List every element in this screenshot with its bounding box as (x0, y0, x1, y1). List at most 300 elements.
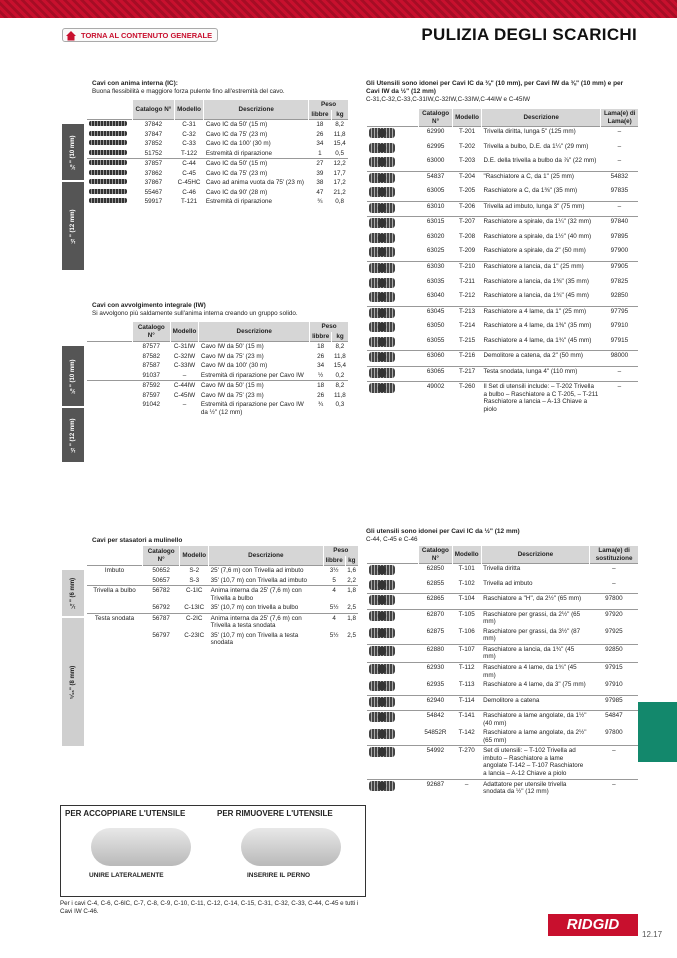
cell-mod: T-215 (459, 336, 476, 344)
cell-mod: T-122 (181, 149, 198, 157)
cell-kg: 8,2 (332, 342, 348, 352)
cell-desc: Raschiatore a 4 lame, da 3" (75 mm) (483, 681, 586, 689)
cell-cat: 87577 (133, 342, 171, 352)
cell-lame: 97800 (590, 594, 638, 610)
cell-mod: C-2IC (180, 613, 209, 631)
tool-image-icon (367, 680, 419, 695)
cell-mod: T-106 (458, 627, 475, 635)
cell-mod: T-112 (452, 663, 481, 681)
cell-cat: 54992 (419, 746, 453, 779)
cell-desc: 25' (7,6 m) con Trivella ad imbuto (209, 566, 323, 576)
cell-cat: 63005 (426, 187, 445, 195)
cell-cat: 91042 (142, 401, 161, 409)
cell-lame: 97825 (610, 277, 629, 285)
tool-image-icon (367, 609, 419, 627)
tool-image-icon (367, 291, 419, 306)
cell-desc: Raschiatore a spirale, da 1½" (40 mm) (483, 232, 592, 240)
ridgid-logo: RIDGID (548, 914, 638, 936)
cell-kg: 8,2 (331, 120, 348, 130)
cell-cat: 54852R (424, 729, 447, 737)
table-row (367, 262, 639, 277)
cell-cat: 37847 (144, 130, 163, 138)
cell-cat: 54837 (419, 171, 453, 186)
table-row (367, 366, 639, 382)
cell-cat: 37857 (133, 159, 175, 169)
cell-lb: 18 (309, 120, 332, 130)
sm-size-516: ⁵⁄₁₆" (8 mm) (62, 618, 84, 746)
cell-mod: T-216 (453, 351, 482, 367)
table-row (87, 342, 349, 352)
cell-desc: Raschiatore a lame angolate, da 1½" (40 mm) (481, 711, 590, 729)
cable-type-label: Imbuto (87, 566, 143, 576)
cell-desc: Cavo IW da 75' (23 m) (200, 352, 264, 360)
cell-kg: 15,4 (333, 140, 346, 148)
t1-table: Catalogo N° Modello Descrizione Lama(e) di Lama(e) 62990 T-201 Trivella diritta, lunga 5" (125 mm) – 62995 T-202 Trivella a bulbo, D.E. da 1¼" (29 mm) – 63000 T-203 D.E. della trivella a bulbo da ⅞" (22 mm) – 54837 T-204 "Raschiatore a C, da 1" (25 mm) 54832 63005 T-205 Raschiatore a C, da 1⅜" (35 mm) 97835 63010 T-206 Trivella ad imbuto, lunga 3" (75 mm) – 63015 T-207 Raschiatore a spirale, da 1¼" (32 mm) 97840 63020 T-208 Raschiatore a spirale, da 1½" (40 mm) 97895 63025 T-209 Raschiatore a spirale, da 2" (50 mm) 97900 63030 T-210 Raschiatore a lancia, da 1" (25 mm) 97905 63035 T-211 Raschiatore a lancia, da 1⅜" (35 mm) 97825 63040 T-212 Raschiatore a lancia, da 1¾" (45 mm) 92850 63045 T-213 Raschiatore a 4 lame, da 1" (25 mm) 97795 63050 T-214 Raschiatore a 4 lame, da 1⅜" (35 mm) 97910 63055 T-215 Raschiatore a 4 lame, da 1¾" (45 mm) 97915 63060 T-216 Demolitore a catena, da 2" (50 mm) 98000 63065 T-217 Testa snodata, lunga 4" (110 mm) – 49002 T-260 Il Set di utensili include: – T-202 Trivella a bulbo – Raschiatore a C T-205, – T-211 Raschiatore a lancia – A-13 Chiave a piolo – (366, 109, 638, 415)
home-icon (65, 30, 77, 41)
cell-cat: 50657 (152, 576, 170, 584)
tool-image-icon (367, 663, 419, 681)
table-row (367, 594, 639, 610)
ic-table: Catalogo N° Modello Descrizione Peso libbre kg 37842 C-31 Cavo IC da 50' (15 m) 18 8,2 37847 C-32 Cavo IC da 75' (23 m) 26 11,8 37852 C-33 Cavo IC da 100' (30 m) 34 15,4 51752 T-122 Estremità di riparazione 1 0,5 37857 C-44 Cavo IC da 50' (15 m) 27 12,2 37862 C-45 Cavo IC da 75' (23 m) 39 17,7 37867 C-45HC Cavo ad anima vuota da 75' (23 m) 38 17,2 55467 C-46 Cavo IC da 90' (28 m) 47 21,2 59917 T-121 Estremità di riparazione ¾ 0,8 (86, 100, 348, 207)
table-row (87, 149, 349, 159)
cell-mod: T-209 (459, 247, 476, 255)
cell-mod: T-141 (452, 711, 481, 729)
tool-image-icon (367, 277, 419, 292)
cell-desc: Raschiatore per grassi, da 2½" (65 mm) (481, 609, 590, 627)
iw-table: Catalogo N° Modello Descrizione Peso libbre kg 87577 C-31IW Cavo IW da 50' (15 m) 18 8,2 87582 C-32IW Cavo IW da 75' (23 m) 26 11,8 87587 C-33IW Cavo IW da 100' (30 m) 34 15,4 91037 – Estremità di riparazione per Cavo IW ½ 0,2 87592 C-44IW Cavo IW da 50' (15 m) 18 8,2 87597 C-45IW Cavo IW da 75' (23 m) 26 11,8 91042 – Estremità di riparazione per Cavo IW da ½" (12 mm) ¾ 0,3 (86, 322, 348, 417)
cell-cat: 62855 (426, 579, 445, 587)
table-row (367, 695, 639, 711)
table-row (87, 400, 349, 417)
cell-mod: – (182, 401, 187, 409)
tool-image-icon (87, 149, 133, 159)
tool-image-icon (367, 779, 419, 797)
table-row (87, 613, 359, 631)
cell-desc: Raschiatore a 4 lame, da 1¾" (45 mm) (483, 336, 592, 344)
table-row (367, 382, 639, 415)
cell-lame: – (612, 579, 616, 587)
cell-mod: T-214 (459, 322, 476, 330)
coupling-instructions (60, 805, 366, 897)
back-to-contents-link[interactable] (62, 28, 218, 42)
tool-image-icon (87, 371, 133, 381)
cell-desc: Estremità di riparazione (205, 198, 272, 206)
tool-image-icon (367, 186, 419, 201)
tool-image-icon (367, 232, 419, 247)
t2-subtitle: C-44, C-45 e C-46 (366, 536, 418, 544)
cell-cat: 63015 (419, 217, 453, 232)
tool-image-icon (367, 306, 419, 321)
cell-lb: 1 (318, 149, 322, 157)
cell-mod: T-114 (452, 695, 481, 711)
cell-lame: – (590, 779, 638, 797)
cell-mod: T-107 (452, 644, 481, 662)
cell-lame: 97910 (610, 322, 629, 330)
tool-image-icon (367, 564, 419, 579)
tool-image-icon (87, 381, 133, 391)
cell-lame: 97925 (605, 627, 623, 635)
cell-kg: 8,2 (332, 381, 348, 391)
cell-kg: 11,8 (333, 391, 346, 399)
iw-section (92, 302, 332, 318)
cell-cat: 37862 (144, 169, 163, 177)
ic-size-38: ⅜" (10 mm) (62, 124, 84, 180)
cable-note: Per i cavi C-4, C-6, C-6IC, C-7, C-8, C-9, C-10, C-11, C-12, C-14, C-15, C-31, C-32, C-33, C-44, C-45 e tutti i Cavi IW C-46. (60, 900, 359, 916)
tool-image-icon (367, 246, 419, 261)
cell-desc: Raschiatore per grassi, da 3½" (87 mm) (483, 627, 581, 643)
table-row (367, 564, 639, 579)
table-row (87, 603, 359, 613)
table-row (367, 728, 639, 746)
cell-lame: 97915 (610, 336, 629, 344)
table-row (367, 217, 639, 232)
cell-desc: D.E. della trivella a bulbo da ⅞" (22 mm) (483, 157, 597, 165)
cell-cat: 62870 (419, 609, 453, 627)
cell-cat: 62990 (419, 127, 453, 142)
cell-lb: 3½ (323, 566, 345, 576)
tool-image-icon (367, 644, 419, 662)
cell-mod: T-204 (453, 171, 482, 186)
cell-kg: 2,5 (347, 631, 356, 639)
tool-image-icon (367, 382, 419, 415)
cell-cat: 92687 (419, 779, 453, 797)
table-row (367, 609, 639, 627)
cell-lb: 39 (316, 169, 324, 177)
table-row (367, 186, 639, 201)
cell-desc: Cavo IC da 75' (23 m) (205, 130, 268, 138)
cell-cat: 63025 (426, 247, 445, 255)
cell-mod: T-201 (453, 127, 482, 142)
cell-cat: 37842 (133, 120, 175, 130)
page-title: PULIZIA DEGLI SCARICHI (421, 25, 637, 44)
cell-desc: 35' (10,7 m) con Trivella ad imbuto (210, 576, 308, 584)
cell-cat: 62880 (419, 644, 453, 662)
cell-lb: ¾ (317, 198, 323, 206)
cable-type-label (87, 631, 143, 648)
cell-lame: 97895 (610, 232, 629, 240)
cell-kg: 11,8 (333, 130, 346, 138)
table-row (87, 352, 349, 362)
table-row (367, 246, 639, 261)
cell-desc: Raschiatore a spirale, da 2" (50 mm) (483, 247, 586, 255)
ic-size-12: ½" (12 mm) (62, 182, 84, 270)
cell-mod: S-3 (189, 576, 200, 584)
cell-cat: 54842 (419, 711, 453, 729)
tool-image-icon (87, 391, 133, 401)
table-row (367, 746, 639, 779)
tool-image-icon (367, 217, 419, 232)
cell-desc: Raschiatore a C, da 1⅜" (35 mm) (483, 187, 578, 195)
cell-kg: 17,7 (333, 169, 346, 177)
cell-desc: Testa snodata, lunga 4" (110 mm) (481, 366, 600, 382)
cell-desc: 35' (10,7 m) con trivella a bulbo (210, 604, 299, 612)
cell-desc: Il Set di utensili include: – T-202 Trivella a bulbo – Raschiatore a C T-205, – T-211 Raschiatore a lancia – A-13 Chiave a piolo (481, 382, 600, 415)
cell-cat: 62940 (419, 695, 453, 711)
cell-cat: 87592 (133, 381, 171, 391)
cell-mod: C-45 (182, 169, 196, 177)
cell-kg: 0,8 (335, 198, 345, 206)
cell-mod: T-212 (459, 292, 476, 300)
cell-cat: 62865 (419, 594, 453, 610)
cell-desc: Raschiatore a "H", da 2½" (65 mm) (481, 594, 590, 610)
cell-desc: Demolitore a catena, da 2" (50 mm) (481, 351, 600, 367)
table-row (367, 127, 639, 142)
iw-title: Cavi con avvolgimento integrale (IW) (92, 302, 206, 309)
cell-cat: 62935 (426, 681, 445, 689)
table-row (87, 381, 349, 391)
cell-kg: 0,5 (335, 149, 345, 157)
cell-lame: – (601, 201, 638, 217)
sm-title: Cavi per stasatori a mulinello (92, 537, 183, 544)
table-row (367, 627, 639, 645)
table-row (367, 779, 639, 797)
remove-caption: INSERIRE IL PERNO (247, 872, 311, 879)
cell-mod: S-2 (180, 566, 209, 576)
tool-image-icon (87, 188, 133, 198)
cell-cat: 55467 (144, 188, 163, 196)
tool-image-icon (87, 361, 133, 371)
tool-image-icon (367, 321, 419, 336)
cell-kg: 2,5 (347, 604, 356, 612)
cell-cat: 56792 (152, 604, 170, 612)
cell-desc: Anima interna da 25' (7,6 m) con Trivella a bulbo (209, 586, 323, 604)
table-row (367, 663, 639, 681)
cell-mod: C-46 (182, 188, 196, 196)
cell-mod: T-217 (453, 366, 482, 382)
cell-cat: 62995 (426, 142, 445, 150)
cell-lame: 97910 (605, 681, 623, 689)
table-row (367, 156, 639, 171)
cable-type-label (87, 576, 143, 586)
cell-mod: C-13IC (184, 604, 205, 612)
cell-cat: 63010 (419, 201, 453, 217)
cell-cat: 63020 (426, 232, 445, 240)
cell-lb: 34 (316, 140, 324, 148)
table-row (367, 291, 639, 306)
cell-lb: 4 (323, 613, 345, 631)
hand-remove-icon (241, 828, 341, 866)
table-row (87, 139, 349, 149)
remove-heading: PER RIMUOVERE L'UTENSILE (217, 809, 333, 818)
cell-mod: T-142 (458, 729, 475, 737)
cell-cat: 56787 (143, 613, 180, 631)
cell-lb: 34 (317, 362, 325, 370)
cell-mod: T-101 (452, 564, 481, 579)
tool-image-icon (367, 201, 419, 217)
t2-table: Catalogo N° Modello Descrizione Lama(e) di sostituzione 62850 T-101 Trivella diritta – 62855 T-102 Trivella ad imbuto – 62865 T-104 Raschiatore a "H", da 2½" (65 mm) 97800 62870 T-105 Raschiatore per grassi, da 2½" (65 mm) 97920 62875 T-106 Raschiatore per grassi, da 3½" (87 mm) 97925 62880 T-107 Raschiatore a lancia, da 1¾" (45 mm) 92850 62930 T-112 Raschiatore a 4 lame, da 1¾" (45 mm) 97915 62935 T-113 Raschiatore a 4 lame, da 3" (75 mm) 97910 62940 T-114 Demolitore a catena 97985 54842 T-141 Raschiatore a lame angolate, da 1½" (40 mm) 54847 54852R T-142 Raschiatore a lame angolate, da 2½" (65 mm) 97800 54992 T-270 Set di utensili: – T-102 Trivella ad imbuto – Raschiatore a lame angolate T-142 – T-107 Raschiatore a lancia – A-12 Chiave a piolo – 92687 – Adattatore per utensile trivella snodata da ½" (12 mm) – (366, 546, 638, 797)
cell-lb: 26 (316, 130, 324, 138)
tool-image-icon (367, 627, 419, 645)
cell-kg: 12,2 (331, 159, 348, 169)
cell-lame: 97915 (590, 663, 638, 681)
cell-cat: 62875 (426, 627, 445, 635)
cell-lb: 18 (310, 381, 332, 391)
cell-desc: Cavo IC da 50' (15 m) (204, 159, 309, 169)
table-row (367, 680, 639, 695)
tool-image-icon (367, 262, 419, 277)
cell-kg: 1,8 (345, 613, 358, 631)
sm-section (92, 537, 332, 545)
cell-cat: 63045 (419, 306, 453, 321)
cell-cat: 51752 (144, 149, 163, 157)
cell-desc: Cavo ad anima vuota da 75' (23 m) (205, 179, 304, 187)
iw-subtitle: Si avvolgono più saldamente sull'anima interna creando un gruppo solido. (92, 310, 298, 318)
table-row (87, 169, 349, 179)
table-row (87, 576, 359, 586)
cell-kg: 17,2 (333, 179, 346, 187)
cell-lame: 97905 (601, 262, 638, 277)
cell-kg: 11,8 (333, 352, 346, 360)
table-row (367, 232, 639, 247)
table-row (367, 644, 639, 662)
cell-desc: Raschiatore a spirale, da 1¼" (32 mm) (481, 217, 600, 232)
cell-mod: T-270 (452, 746, 481, 779)
cell-mod: T-102 (458, 579, 475, 587)
tool-image-icon (87, 159, 133, 169)
cell-desc: Estremità di riparazione per Cavo IW da ½" (12 mm) (200, 401, 304, 416)
cell-lame: 92850 (590, 644, 638, 662)
cell-mod: C-45HC (177, 179, 201, 187)
ic-section (92, 80, 332, 96)
cell-mod: T-213 (453, 306, 482, 321)
tool-image-icon (87, 342, 133, 352)
cell-mod: T-205 (459, 187, 476, 195)
cell-lame: 97900 (610, 247, 629, 255)
table-row (367, 142, 639, 157)
cell-desc: Cavo IW da 50' (15 m) (199, 342, 310, 352)
tool-image-icon (87, 352, 133, 362)
cell-cat: 87587 (142, 362, 161, 370)
cell-lame: 97985 (590, 695, 638, 711)
tool-image-icon (367, 579, 419, 594)
cell-lame: 54832 (601, 171, 638, 186)
tool-image-icon (87, 178, 133, 188)
cell-lb: 5½ (329, 631, 339, 639)
cell-desc: "Raschiatore a C, da 1" (25 mm) (481, 171, 600, 186)
cell-lame: 97835 (610, 187, 629, 195)
table-row (87, 361, 349, 371)
cell-lame: – (601, 382, 638, 415)
table-row (367, 579, 639, 594)
cell-desc: Cavo IC da 90' (28 m) (205, 188, 268, 196)
cell-cat: 49002 (419, 382, 453, 415)
tool-image-icon (367, 695, 419, 711)
cell-lb: 5 (332, 576, 336, 584)
table-row (367, 306, 639, 321)
cell-desc: Anima interna da 25' (7,6 m) con Trivella a testa snodata (209, 613, 323, 631)
cell-cat: 63000 (426, 157, 445, 165)
cell-desc: Estremità di riparazione per Cavo IW (200, 371, 304, 379)
tool-image-icon (87, 197, 133, 207)
ic-subtitle: Buona flessibilità e maggiore forza pulente fino all'estremità del cavo. (92, 88, 285, 96)
tool-image-icon (87, 130, 133, 140)
cell-desc: Raschiatore a lancia, da 1" (25 mm) (481, 262, 600, 277)
cell-desc: Raschiatore a lancia, da 1⅜" (35 mm) (483, 277, 589, 285)
back-label: TORNA AL CONTENUTO GENERALE (81, 30, 213, 40)
cell-mod: C-32IW (173, 352, 196, 360)
cell-kg: 0,2 (335, 371, 345, 379)
cell-lame: – (590, 564, 638, 579)
cell-mod: T-121 (181, 198, 198, 206)
table-row (87, 566, 359, 576)
cell-desc: Trivella ad imbuto, lunga 3" (75 mm) (481, 201, 600, 217)
table-row (87, 120, 349, 130)
tool-image-icon (367, 142, 419, 157)
cell-cat: 63030 (419, 262, 453, 277)
table-row (87, 391, 349, 401)
tool-image-icon (367, 156, 419, 171)
cell-cat: 87582 (142, 352, 161, 360)
table-row (87, 371, 349, 381)
cell-mod: T-208 (459, 232, 476, 240)
cell-lb: 18 (310, 342, 332, 352)
cell-kg: 1,8 (345, 586, 358, 604)
cell-mod: C-31 (174, 120, 204, 130)
tool-image-icon (367, 351, 419, 367)
table-row (367, 321, 639, 336)
cell-desc: Trivella diritta (481, 564, 590, 579)
cell-mod: C-31IW (170, 342, 199, 352)
cell-kg: 21,2 (333, 188, 346, 196)
cell-mod: – (182, 371, 187, 379)
tool-image-icon (367, 127, 419, 142)
cell-desc: Demolitore a catena (481, 695, 590, 711)
tool-image-icon (367, 336, 419, 351)
cell-lame: 92850 (610, 292, 629, 300)
cell-desc: Trivella a bulbo, D.E. da 1¼" (29 mm) (483, 142, 589, 150)
cell-desc: Estremità di riparazione (205, 149, 272, 157)
cable-type-label: Testa snodata (87, 613, 143, 631)
cell-mod: T-202 (459, 142, 476, 150)
top-stripe (0, 0, 677, 18)
cell-lb: ¾ (318, 401, 324, 409)
cell-desc: Raschiatore a lancia, da 1¾" (45 mm) (483, 292, 589, 300)
tool-image-icon (367, 728, 419, 746)
cell-mod: T-206 (453, 201, 482, 217)
page-number: 12.17 (642, 930, 663, 939)
cell-cat: 87597 (142, 391, 161, 399)
cell-desc: Cavo IC da 75' (23 m) (205, 169, 268, 177)
t1-title: Gli Utensili sono idonei per Cavi IC da ⅜" (10 mm), per Cavi IW da ⅜" (10 mm) e per Cavi IW da ½" (12 mm) (366, 80, 624, 96)
cell-desc: Cavo IC da 50' (15 m) (204, 120, 309, 130)
cell-cat: 62930 (419, 663, 453, 681)
cell-lame: – (590, 746, 638, 779)
section-tab[interactable] (638, 702, 677, 762)
cell-lb: 26 (317, 391, 325, 399)
iw-size-38: ⅜" (10 mm) (62, 346, 84, 406)
cell-mod: T-210 (453, 262, 482, 277)
cell-desc: Raschiatore a lancia, da 1¾" (45 mm) (481, 644, 590, 662)
cell-lame: – (617, 142, 622, 150)
cell-cat: 59917 (144, 198, 163, 206)
table-row (367, 277, 639, 292)
cell-kg: 2,2 (347, 576, 356, 584)
table-row (367, 201, 639, 217)
cell-mod: C-33IW (173, 362, 196, 370)
cell-lb: 27 (309, 159, 332, 169)
cable-type-label (87, 603, 143, 613)
tool-image-icon (87, 169, 133, 179)
cell-mod: C-45IW (173, 391, 196, 399)
cell-desc: 35' (10,7 m) con Trivella a testa snodata (210, 631, 299, 647)
cell-mod: T-211 (459, 277, 475, 285)
hand-couple-icon (91, 828, 191, 866)
cell-lame: – (601, 127, 638, 142)
cell-desc: Raschiatore a 4 lame, da 1¾" (45 mm) (481, 663, 590, 681)
cell-cat: 50652 (143, 566, 180, 576)
cell-mod: C-1IC (180, 586, 209, 604)
table-row (367, 711, 639, 729)
